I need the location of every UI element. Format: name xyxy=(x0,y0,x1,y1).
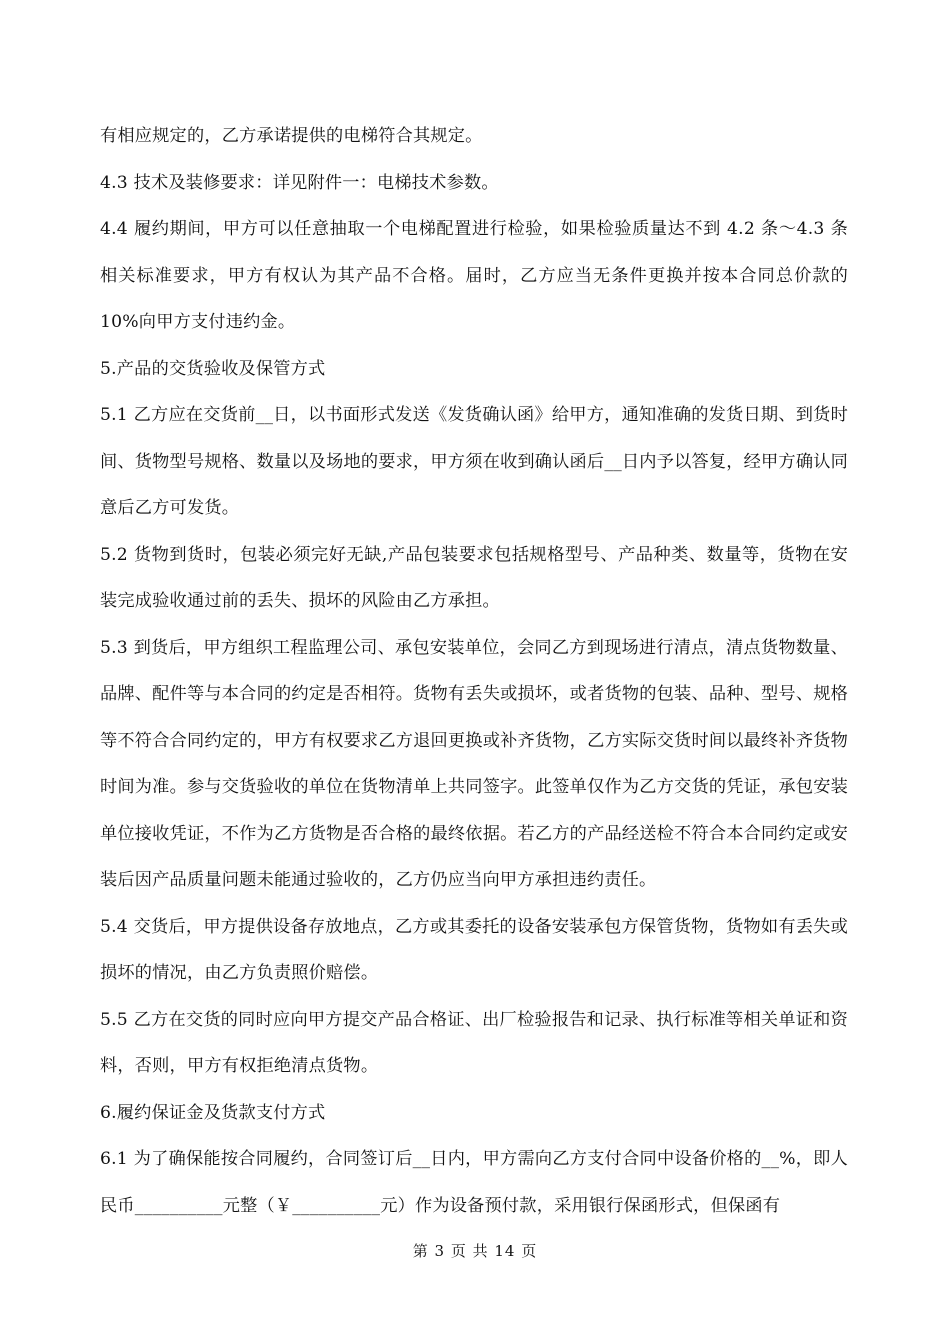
paragraph-5-1: 5.1 乙方应在交货前__日，以书面形式发送《发货确认函》给甲方，通知准确的发货日期、到货时间、货物型号规格、数量以及场地的要求，甲方须在收到确认函后__日内予以答复，经甲方确认同意后乙方可发货。 xyxy=(100,405,848,518)
section-heading-6: 6.履约保证金及货款支付方式 xyxy=(100,1102,326,1123)
paragraph-4-4: 4.4 履约期间，甲方可以任意抽取一个电梯配置进行检验，如果检验质量达不到 4.2 条～4.3 条相关标准要求，甲方有权认为其产品不合格。届时，乙方应当无条件更换并按本合同总价款的 10%向甲方支付违约金。 xyxy=(100,219,848,332)
paragraph-6-1: 6.1 为了确保能按合同履约，合同签订后__日内，甲方需向乙方支付合同中设备价格的__%，即人民币__________元整（￥__________元）作为设备预付款，采用银行保函形式，但保函有 xyxy=(100,1149,848,1216)
paragraph-4-3: 4.3 技术及装修要求：详见附件一：电梯技术参数。 xyxy=(100,172,499,193)
paragraph-5-2: 5.2 货物到货时，包装必须完好无缺,产品包装要求包括规格型号、产品种类、数量等，货物在安装完成验收通过前的丢失、损坏的风险由乙方承担。 xyxy=(100,544,848,611)
paragraph-4-2-continued: 有相应规定的，乙方承诺提供的电梯符合其规定。 xyxy=(100,126,483,146)
page-number-footer: 第 3 页 共 14 页 xyxy=(412,1242,538,1260)
paragraph-5-4: 5.4 交货后，甲方提供设备存放地点，乙方或其委托的设备安装承包方保管货物，货物如有丢失或损坏的情况，由乙方负责照价赔偿。 xyxy=(100,916,848,983)
section-heading-5: 5.产品的交货验收及保管方式 xyxy=(100,358,326,379)
document-body xyxy=(100,113,848,1229)
paragraph-5-3: 5.3 到货后，甲方组织工程监理公司、承包安装单位，会同乙方到现场进行清点，清点货物数量、品牌、配件等与本合同的约定是否相符。货物有丢失或损坏，或者货物的包装、品种、型号、规格等不符合合同约定的，甲方有权要求乙方退回更换或补齐货物，乙方实际交货时间以最终补齐货物时间为准。参与交货验收的单位在货物清单上共同签字。此签单仅作为乙方交货的凭证，承包安装单位接收凭证，不作为乙方货物是否合格的最终依据。若乙方的产品经送检不符合本合同约定或安装后因产品质量问题未能通过验收的，乙方仍应当向甲方承担违约责任。 xyxy=(100,637,848,890)
paragraph-5-5: 5.5 乙方在交货的同时应向甲方提交产品合格证、出厂检验报告和记录、执行标准等相关单证和资料，否则，甲方有权拒绝清点货物。 xyxy=(100,1009,848,1076)
